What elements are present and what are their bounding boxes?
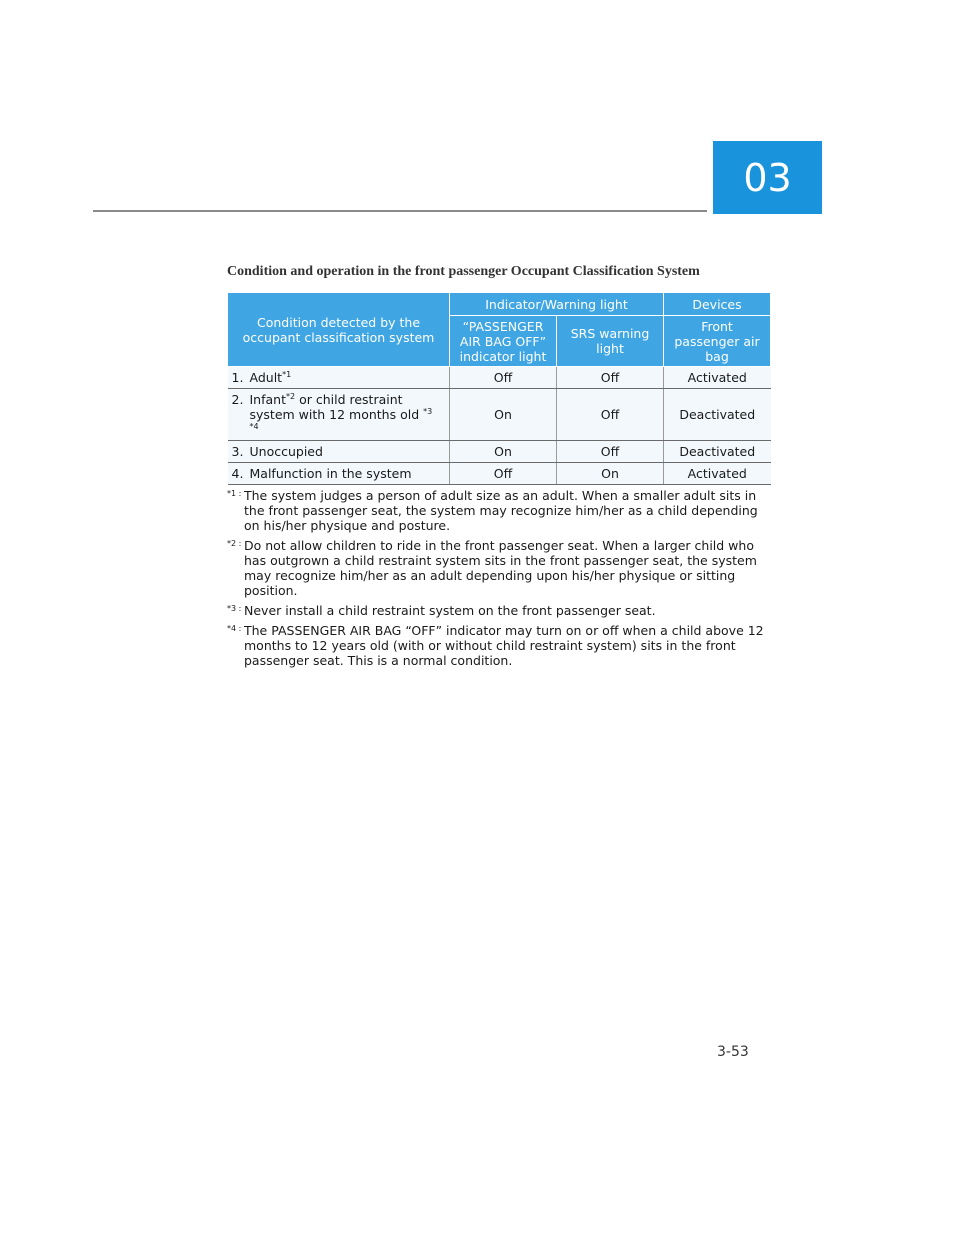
srs-cell: Off (557, 441, 664, 463)
indicator-cell: On (450, 389, 557, 441)
condition-cell: 4. Malfunction in the system (228, 463, 450, 485)
header-rule (93, 210, 707, 212)
footnote: *2 : Do not allow children to ride in the front passenger seat. When a larger child who has outgrown a child restraint system sits in the front passenger seat, the system may recognize him/her as an adult depending upon his/her physique or sitting position. (227, 538, 757, 598)
airbag-cell: Deactivated (664, 389, 771, 441)
chapter-tab: 03 (713, 141, 822, 214)
table-row (228, 463, 771, 485)
indicator-cell: Off (450, 367, 557, 389)
header-srs-warning: SRS warning light (557, 316, 664, 367)
condition-cell: 3. Unoccupied (228, 441, 450, 463)
section-title: Condition and operation in the front passenger Occupant Classification System (227, 264, 700, 279)
footnote: *4 : The PASSENGER AIR BAG “OFF” indicator may turn on or off when a child above 12 months to 12 years old (with or without child restraint system) sits in the front passenger seat. This is a normal condition. (227, 623, 764, 668)
table-row (228, 389, 771, 441)
header-devices-group: Devices (664, 293, 771, 316)
srs-cell: Off (557, 389, 664, 441)
header-passenger-airbag-off: “PASSENGER AIR BAG OFF” indicator light (450, 316, 557, 367)
footnote: *3 : Never install a child restraint system on the front passenger seat. (227, 603, 656, 618)
airbag-cell: Activated (664, 463, 771, 485)
airbag-cell: Activated (664, 367, 771, 389)
indicator-cell: On (450, 441, 557, 463)
occupant-classification-table (227, 292, 771, 485)
indicator-cell: Off (450, 463, 557, 485)
footnotes (227, 488, 772, 673)
srs-cell: On (557, 463, 664, 485)
airbag-cell: Deactivated (664, 441, 771, 463)
page-number: 3-53 (717, 1044, 749, 1060)
footnote: *1 : The system judges a person of adult size as an adult. When a smaller adult sits in the front passenger seat, the system may recognize him/her as a child depending on his/her physique and posture. (227, 488, 758, 533)
condition-cell: 2. Infant$^{*2}$ or child restraint system with 12 months old $^{*3 *4}$ (228, 389, 450, 441)
table-row (228, 367, 771, 389)
table-row (228, 441, 771, 463)
header-front-airbag: Front passenger air bag (664, 316, 771, 367)
condition-cell: 1. Adult$^{*1}$ (228, 367, 450, 389)
srs-cell: Off (557, 367, 664, 389)
header-condition: Condition detected by the occupant classification system (228, 293, 450, 367)
header-indicator-group: Indicator/Warning light (450, 293, 664, 316)
